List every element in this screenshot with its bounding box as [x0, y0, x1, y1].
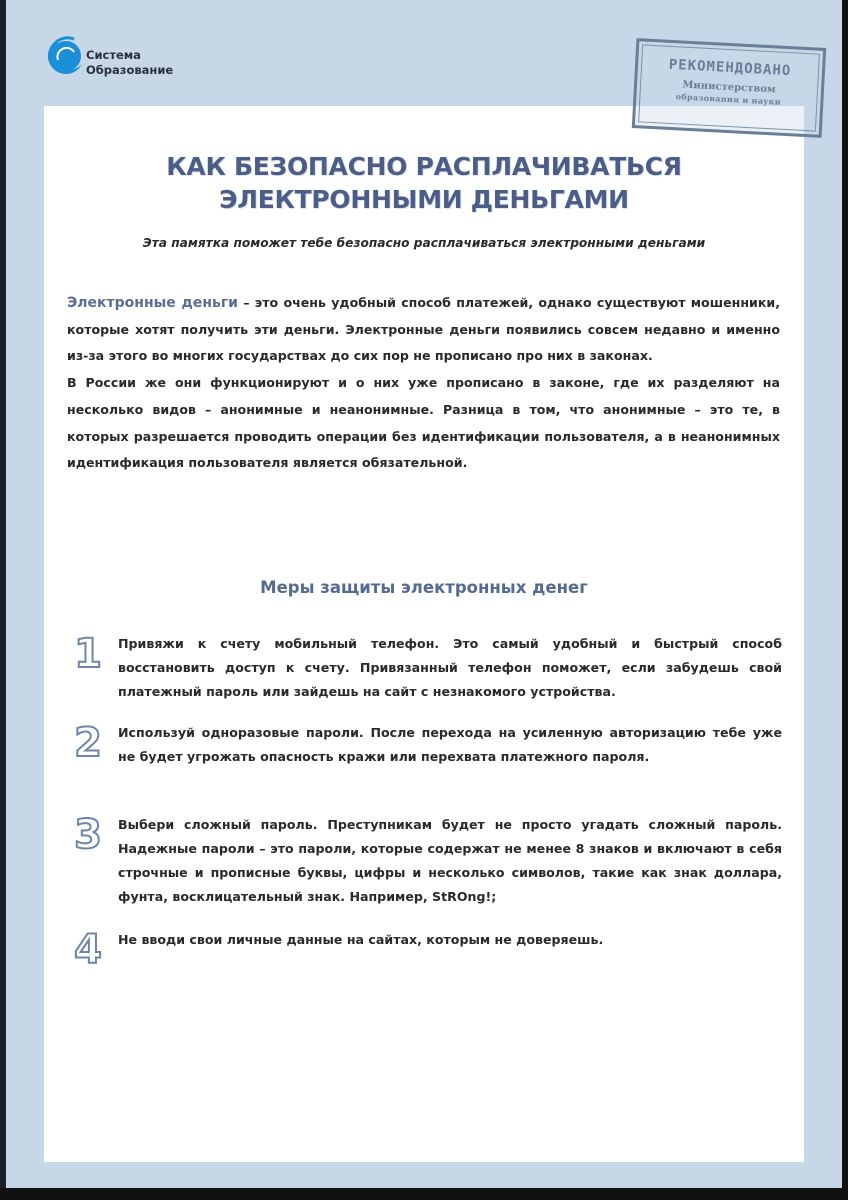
- stamp-line-1: РЕКОМЕНДОВАНО: [668, 56, 792, 80]
- step-number-1: 1: [74, 631, 102, 677]
- step-text-1: Привяжи к счету мобильный телефон. Это самый удобный и быстрый способ восстановить доступ к счету. Привязанный телефон поможет, если забудешь свой платежный пароль или зайдешь на сайт с незнакомого устройства.: [118, 636, 782, 699]
- recommended-stamp: [632, 38, 826, 138]
- section-title: Меры защиты электронных денег: [260, 578, 588, 597]
- page-edge-right: [842, 0, 848, 1200]
- step-text-3: Выбери сложный пароль. Преступникам будет не просто угадать сложный пароль. Надежные пароли – это пароли, которые содержат не менее 8 знаков и включают в себя строчные и прописные буквы, цифры и несколько символов, такие как знак доллара, фунта, восклицательный знак. Например, StROng!;: [118, 817, 782, 904]
- step-text-4: Не вводи свои личные данные на сайтах, которым не доверяешь.: [118, 932, 604, 947]
- logo-line-1: Система: [86, 48, 141, 62]
- page-title: [44, 150, 804, 216]
- step-number-4: 4: [74, 927, 102, 973]
- step-text-2: Используй одноразовые пароли. После перехода на усиленную авторизацию тебе уже не будет угрожать опасность кражи или перехвата платежного пароля.: [118, 725, 782, 764]
- page-subtitle: Эта памятка поможет тебе безопасно расплачиваться электронными деньгами: [142, 236, 706, 250]
- logo-text: [86, 48, 173, 78]
- stamp-line-3: образования и науки: [675, 91, 782, 107]
- intro-text: [67, 290, 780, 477]
- page-edge-bottom: [0, 1188, 848, 1200]
- stamp-line-2: Министерством: [682, 79, 776, 96]
- intro-paragraph-1: [67, 290, 780, 370]
- title-line-1: КАК БЕЗОПАСНО РАСПЛАЧИВАТЬСЯ: [166, 152, 682, 181]
- step-number-3: 3: [74, 812, 102, 858]
- logo-line-2: Образование: [86, 63, 174, 77]
- logo: [44, 34, 204, 82]
- intro-p1-rest: – это очень удобный способ платежей, однако существуют мошенники, которые хотят получить эти деньги. Электронные деньги появились совсем недавно и именно из-за этого во многих государствах до сих пор не прописано про них в законах.: [67, 295, 781, 364]
- globe-swirl-icon: [44, 34, 84, 78]
- page-edge-left: [0, 0, 6, 1200]
- intro-paragraph-2: В России же они функционируют и о них уже прописано в законе, где их разделяют на несколько видов – анонимные и неанонимные. Разница в том, что анонимные – это те, в которых разрешается проводить операции без идентификации пользователя, а в неанонимных идентификация пользователя является обязательной.: [67, 375, 780, 471]
- intro-term: Электронные деньги: [67, 295, 238, 311]
- title-line-2: ЭЛЕКТРОННЫМИ ДЕНЬГАМИ: [219, 185, 629, 214]
- step-number-2: 2: [74, 720, 102, 766]
